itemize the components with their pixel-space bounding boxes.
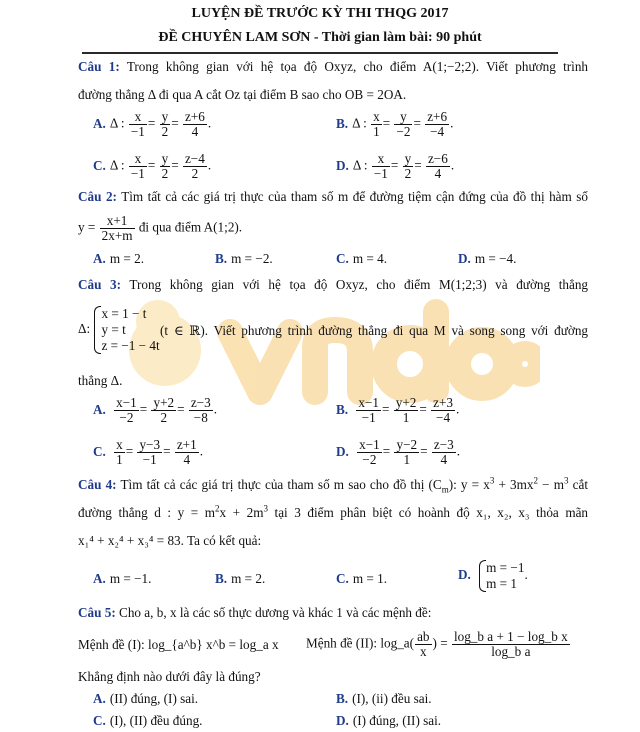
q5-proposition-2: Mệnh đề (II): log_a( $\frac{ab}{x}$ ) = $\frac{\text{log\_b a + 1 − log\_b x}}{\text{log\_b a}}$ (306, 629, 568, 659)
q4-option-c[interactable]: C. m = 1. (336, 571, 388, 586)
q1-text-line-1: Câu 1: Trong không gian với hệ tọa độ Oxyz, cho điểm A(1;−2;2). Viết phương trình (78, 59, 589, 74)
q4-text-line-3: x₁⁴ + x₂⁴ + x₃⁴ = 83. Ta có kết quả: (78, 533, 262, 548)
q1-text-line-2: đường thẳng Δ đi qua A cắt Oz tại điểm B sao cho OB = 2OA. (78, 87, 407, 102)
q5-label: Câu 5: (78, 605, 116, 620)
document-subtitle: ĐỀ CHUYÊN LAM SƠN - Thời gian làm bài: 90 phút (158, 30, 482, 45)
q5-proposition-1-expression: log_{a^b} x^b = log_a x (147, 637, 279, 652)
q4-option-b[interactable]: B. m = 2. (215, 571, 266, 586)
q2-equation-line: y = $\frac{x+1}{2x+m}$ đi qua điểm A(1;2). (78, 213, 243, 243)
q5-option-c[interactable]: C. (I), (II) đều đúng. (93, 713, 203, 728)
q4-text-line-2: đường thẳng d : $y = m^2x + 2m^3$ tại 3 điểm phân biệt có hoành độ x₁, x₂, x₃ thỏa mãn (78, 503, 589, 520)
q2-option-a[interactable]: A. m = 2. (93, 251, 145, 266)
q5-option-b[interactable]: B. (I), (ii) đều sai. (336, 691, 432, 706)
q3-label: Câu 3: (78, 277, 122, 292)
q4-label: Câu 4: (78, 477, 117, 492)
q1-option-a[interactable]: A. Δ : $\frac{x}{-1}$ = $\frac{y}{2}$ = $\frac{z+6}{4}$ . (93, 109, 212, 139)
q1-option-d[interactable]: D. Δ : $\frac{x}{-1}$ = $\frac{y}{2}$ = $\frac{z-6}{4}$ . (336, 151, 455, 181)
q3-text-line-1: Câu 3: Trong không gian với hệ tọa độ Oxyz, cho điểm M(1;2;3) và đường thẳng (78, 277, 589, 292)
q5-question: Khẳng định nào dưới đây là đúng? (78, 669, 261, 684)
q3-option-d[interactable]: D. $\frac{x-1}{-2}$ = $\frac{y-2}{1}$ = $\frac{z-3}{4}$ . (336, 437, 461, 467)
q4-text-line-1: Câu 4: Tìm tất cả các giá trị thực của tham số m sao cho đồ thị $(C_m)$: $y = x^3 + 3mx^2 - m^3$ cắt (78, 475, 589, 495)
q1-label: Câu 1: (78, 59, 120, 74)
q5-proposition-1: Mệnh đề (I): log_{a^b} x^b = log_a x (78, 637, 279, 652)
q3-text-line-2: (t ∈ ℝ). Viết phương trình đường thẳng đi qua M và song song với đường (160, 323, 589, 338)
header-divider (82, 52, 558, 54)
q1-option-b[interactable]: B. Δ : $\frac{x}{1}$ = $\frac{y}{-2}$ = $\frac{z+6}{-4}$ . (336, 109, 454, 139)
q2-option-d[interactable]: D. m = −4. (458, 251, 517, 266)
q5-option-a[interactable]: A. (II) đúng, (I) sai. (93, 691, 199, 706)
q4-option-a[interactable]: A. m = −1. (93, 571, 152, 586)
q3-line-system: Δ: x = 1 − t y = t z = −1 − 4t (78, 306, 160, 353)
q3-option-c[interactable]: C. $\frac{x}{1}$ = $\frac{y-3}{-1}$ = $\frac{z+1}{4}$ . (93, 437, 203, 467)
q3-option-b[interactable]: B. $\frac{x-1}{-1}$ = $\frac{y+2}{1}$ = $\frac{z+3}{-4}$ . (336, 395, 460, 425)
q1-option-c[interactable]: C. Δ : $\frac{x}{-1}$ = $\frac{y}{2}$ = $\frac{z-4}{2}$ . (93, 151, 212, 181)
q5-text-line-1: Câu 5: Cho a, b, x là các số thực dương và khác 1 và các mệnh đề: (78, 605, 432, 620)
q2-option-c[interactable]: C. m = 4. (336, 251, 388, 266)
q5-option-d[interactable]: D. (I) đúng, (II) sai. (336, 713, 442, 728)
q3-text-line-3: thẳng Δ. (78, 373, 123, 388)
q2-label: Câu 2: (78, 189, 117, 204)
q3-option-a[interactable]: A. $\frac{x-1}{-2}$ = $\frac{y+2}{2}$ = $\frac{z-3}{-8}$ . (93, 395, 218, 425)
document-title: LUYỆN ĐỀ TRƯỚC KỲ THI THQG 2017 (191, 6, 449, 21)
q2-text-line-1: Câu 2: Tìm tất cả các giá trị thực của tham số m để đường tiệm cận đứng của đồ thị hàm số (78, 189, 589, 204)
q2-option-b[interactable]: B. m = −2. (215, 251, 273, 266)
q4-option-d[interactable]: D. m = −1 m = 1 . (458, 560, 528, 591)
